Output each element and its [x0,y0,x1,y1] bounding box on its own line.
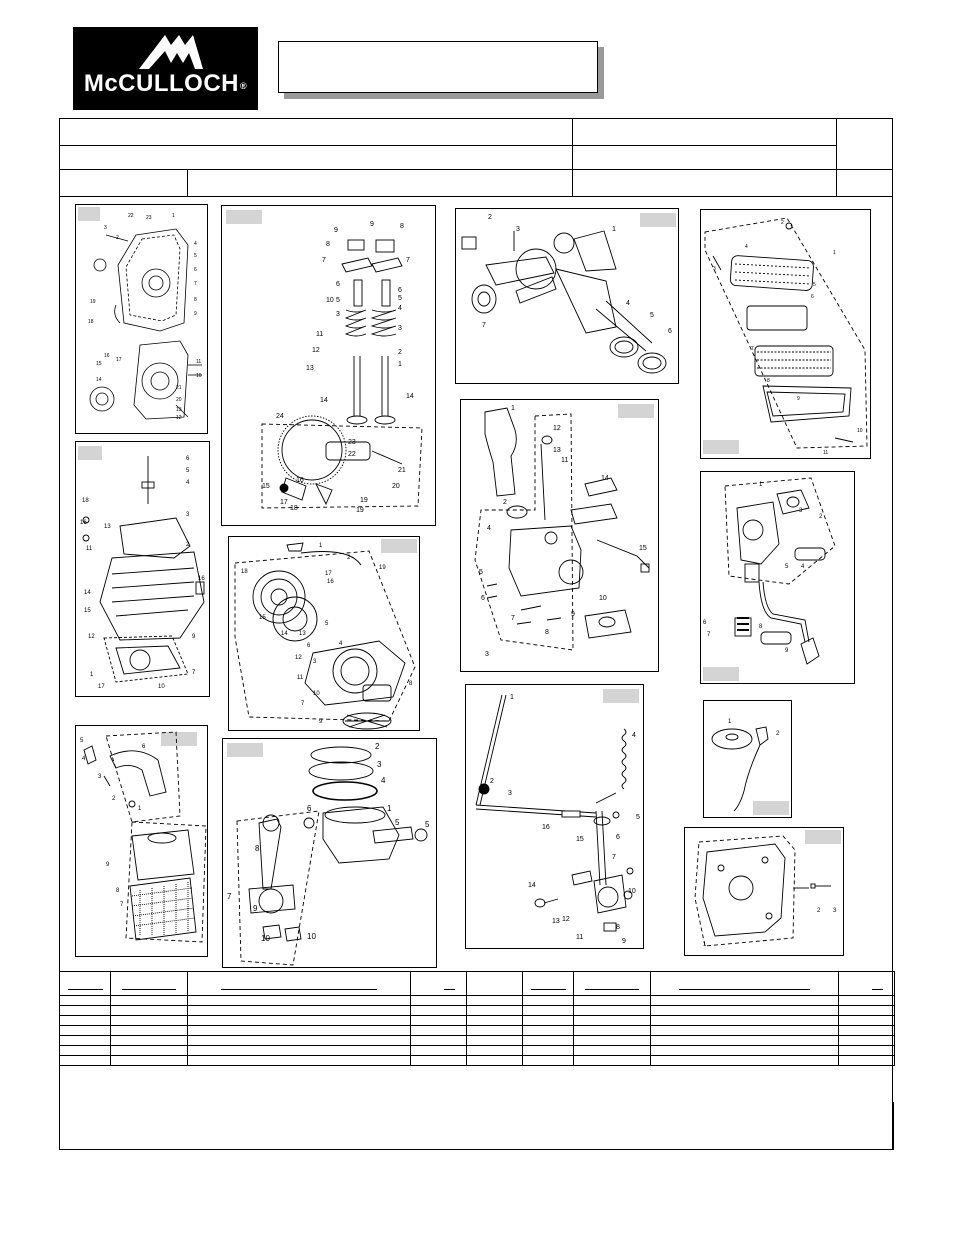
svg-text:8: 8 [759,624,763,630]
air-filter-diagram [700,209,871,459]
svg-text:5: 5 [650,312,654,319]
svg-text:9: 9 [319,719,323,725]
col-header [651,972,839,996]
svg-text:3: 3 [377,760,382,769]
svg-text:8: 8 [326,241,330,248]
svg-text:10: 10 [307,932,316,941]
gasket-diagram [684,827,844,956]
svg-text:8: 8 [616,924,620,931]
svg-text:1: 1 [833,250,836,256]
svg-text:5: 5 [336,297,340,304]
svg-text:6: 6 [811,294,814,300]
svg-text:4: 4 [745,244,748,250]
callout-label: 22 [128,213,134,219]
svg-text:2: 2 [375,742,380,751]
title-box [278,41,598,93]
svg-text:3: 3 [833,908,837,914]
svg-text:10: 10 [599,595,607,602]
svg-text:1: 1 [703,942,707,948]
svg-text:16: 16 [542,824,550,831]
logo-brand-text: McCULLOCH® [83,70,248,97]
svg-text:1: 1 [398,361,402,368]
svg-text:3: 3 [186,512,190,518]
svg-text:23: 23 [146,215,152,221]
svg-text:15: 15 [84,608,91,614]
svg-text:6: 6 [481,595,485,602]
valve-train-exploded-view [222,206,435,525]
svg-text:16: 16 [327,579,334,585]
svg-text:19: 19 [379,565,386,571]
svg-text:11: 11 [297,675,304,681]
svg-text:11: 11 [196,359,202,365]
svg-text:11: 11 [576,934,584,941]
svg-text:7: 7 [612,854,616,861]
svg-text:17: 17 [116,357,122,363]
table-row [60,1036,895,1046]
svg-text:12: 12 [553,425,561,432]
table-header-row [60,972,895,996]
svg-text:2: 2 [781,220,784,226]
svg-text:9: 9 [106,862,110,868]
svg-text:5: 5 [785,564,789,570]
muffler-exploded-view [76,726,207,956]
crankcase-exploded-view [76,205,207,433]
table-row [60,1046,895,1056]
recoil-starter-exploded-view [229,537,419,730]
svg-text:4: 4 [398,305,402,312]
gasket-exploded-view [685,828,843,955]
svg-text:4: 4 [487,525,491,532]
svg-text:17: 17 [325,571,332,577]
svg-text:11: 11 [561,457,569,464]
col-header [188,972,411,996]
svg-text:2: 2 [398,349,402,356]
oil-filler-exploded-view [704,701,791,817]
svg-text:3: 3 [799,508,803,514]
crankcase-diagram [75,204,208,434]
svg-text:8: 8 [194,297,197,303]
svg-text:5: 5 [636,814,640,821]
recoil-starter-diagram [228,536,420,731]
svg-text:1: 1 [319,543,323,549]
svg-text:12: 12 [562,916,570,923]
svg-text:1: 1 [759,482,763,488]
svg-text:15: 15 [259,615,266,621]
svg-text:4: 4 [194,241,197,247]
svg-text:13: 13 [104,524,111,530]
svg-text:7: 7 [751,346,754,352]
svg-text:2: 2 [819,514,823,520]
svg-text:14: 14 [601,475,609,482]
svg-text:2: 2 [503,499,507,506]
intake-diagram [460,399,659,672]
svg-text:5: 5 [186,468,190,474]
svg-text:9: 9 [334,227,338,234]
svg-text:9: 9 [253,904,258,913]
carburetor-diagram [700,471,855,684]
svg-text:7: 7 [301,701,305,707]
svg-text:13: 13 [299,631,306,637]
svg-text:3: 3 [104,225,107,231]
svg-text:6: 6 [668,328,672,335]
svg-text:14: 14 [96,377,102,383]
svg-text:14: 14 [84,590,91,596]
svg-text:7: 7 [192,670,196,676]
svg-text:6: 6 [307,804,312,813]
svg-text:14: 14 [320,397,328,404]
piston-diagram [222,738,437,968]
svg-text:19: 19 [356,507,364,514]
piston-exploded-view [223,739,436,967]
svg-text:4: 4 [381,776,386,785]
svg-text:9: 9 [571,611,575,618]
svg-text:9: 9 [370,221,374,228]
svg-text:8: 8 [545,629,549,636]
table-row [60,1016,895,1026]
governor-exploded-view [466,685,643,948]
table-row [60,1056,895,1066]
svg-text:12: 12 [176,415,182,421]
svg-text:9: 9 [622,938,626,945]
svg-text:8: 8 [767,378,770,384]
svg-text:5: 5 [398,295,402,302]
svg-text:5: 5 [80,738,84,744]
svg-text:18: 18 [88,319,94,325]
svg-text:24: 24 [276,413,284,420]
svg-text:6: 6 [307,643,311,649]
notes-box [59,1102,894,1150]
svg-text:7: 7 [227,892,232,901]
svg-text:1: 1 [138,806,142,812]
col-header [523,972,574,996]
svg-text:13: 13 [176,407,182,413]
svg-text:23: 23 [348,439,356,446]
svg-text:2: 2 [490,778,494,785]
svg-text:7: 7 [120,902,124,908]
svg-text:19: 19 [360,497,368,504]
valve-train-diagram [221,205,436,526]
svg-text:18: 18 [290,505,298,512]
svg-text:15: 15 [96,361,102,367]
svg-text:9: 9 [785,648,789,654]
svg-text:1: 1 [510,694,514,701]
svg-text:2: 2 [488,214,492,221]
svg-text:10: 10 [326,297,334,304]
col-header [411,972,467,996]
svg-text:12: 12 [295,655,302,661]
crankshaft-diagram [455,208,679,384]
svg-text:3: 3 [508,790,512,797]
svg-text:5: 5 [425,820,430,829]
svg-text:20: 20 [392,483,400,490]
svg-text:4: 4 [626,300,630,307]
svg-text:2: 2 [776,731,780,737]
svg-text:16: 16 [80,520,87,526]
svg-text:4: 4 [339,641,343,647]
col-header [111,972,188,996]
svg-text:12: 12 [88,634,95,640]
svg-text:1: 1 [90,672,94,678]
svg-text:8: 8 [400,223,404,230]
svg-text:4: 4 [82,756,86,762]
svg-text:22: 22 [348,451,356,458]
svg-text:5: 5 [395,818,400,827]
col-header [839,972,895,996]
svg-text:6: 6 [616,834,620,841]
svg-text:21: 21 [176,385,182,391]
air-filter-exploded-view [701,210,870,458]
svg-text:6: 6 [194,267,197,273]
svg-text:8: 8 [255,844,260,853]
svg-text:2: 2 [817,908,821,914]
svg-text:10: 10 [196,373,202,379]
svg-text:13: 13 [306,365,314,372]
svg-text:3: 3 [713,266,716,272]
svg-text:6: 6 [703,620,707,626]
svg-text:10: 10 [857,428,863,434]
svg-text:8: 8 [409,681,413,687]
col-header [467,972,523,996]
svg-text:1: 1 [387,804,392,813]
svg-text:7: 7 [406,257,410,264]
svg-text:5: 5 [194,253,197,259]
governor-diagram [465,684,644,949]
svg-text:13: 13 [553,447,561,454]
svg-text:16: 16 [296,477,304,484]
svg-text:10: 10 [261,934,270,943]
svg-text:7: 7 [482,322,486,329]
svg-text:6: 6 [398,287,402,294]
svg-text:11: 11 [316,331,324,338]
table-row [60,1026,895,1036]
muffler-diagram [75,725,208,957]
table-row [60,996,895,1006]
svg-text:1: 1 [511,405,515,412]
svg-text:7: 7 [194,281,197,287]
col-header [574,972,651,996]
svg-text:6: 6 [142,744,146,750]
svg-text:2: 2 [112,796,116,802]
oil-filler-diagram [703,700,792,818]
svg-text:11: 11 [86,546,93,552]
svg-text:1: 1 [172,213,175,219]
intake-exploded-view [461,400,658,671]
svg-text:9: 9 [797,396,800,402]
svg-text:18: 18 [241,569,248,575]
svg-text:5: 5 [325,621,329,627]
svg-text:7: 7 [511,615,515,622]
svg-text:3: 3 [336,311,340,318]
svg-text:5: 5 [479,569,483,576]
crankshaft-exploded-view [456,209,678,383]
svg-text:6: 6 [336,281,340,288]
svg-text:15: 15 [576,836,584,843]
svg-text:3: 3 [398,325,402,332]
svg-text:10: 10 [158,684,165,690]
svg-text:6: 6 [186,456,190,462]
carburetor-exploded-view [701,472,854,683]
svg-text:19: 19 [90,299,96,305]
svg-text:8: 8 [116,888,120,894]
svg-text:1: 1 [612,226,616,233]
svg-text:2: 2 [347,555,351,561]
svg-text:21: 21 [398,467,406,474]
svg-text:9: 9 [194,311,197,317]
svg-text:17: 17 [280,499,288,506]
svg-text:15: 15 [262,483,270,490]
svg-text:7: 7 [707,632,711,638]
svg-text:17: 17 [98,684,105,690]
svg-text:3: 3 [485,651,489,658]
svg-text:14: 14 [528,882,536,889]
svg-text:7: 7 [322,257,326,264]
svg-text:4: 4 [801,564,805,570]
svg-text:10: 10 [313,691,320,697]
cylinder-head-diagram [75,441,210,697]
svg-text:4: 4 [186,480,190,486]
svg-text:3: 3 [516,226,520,233]
svg-text:5: 5 [813,282,816,288]
svg-text:14: 14 [281,631,288,637]
svg-text:15: 15 [639,545,647,552]
col-header [60,972,111,996]
svg-text:12: 12 [312,347,320,354]
svg-text:11: 11 [823,450,829,456]
svg-text:10: 10 [628,888,636,895]
svg-text:3: 3 [313,659,317,665]
parts-list-table [59,971,895,1066]
svg-text:9: 9 [192,634,196,640]
mcculloch-logo [73,27,258,110]
svg-text:4: 4 [632,732,636,739]
svg-text:14: 14 [406,393,414,400]
svg-text:2: 2 [186,542,190,548]
svg-text:16: 16 [198,576,205,582]
table-row [60,1006,895,1016]
svg-text:1: 1 [728,719,732,725]
svg-text:20: 20 [176,397,182,403]
svg-text:2: 2 [116,235,119,241]
svg-text:3: 3 [98,774,102,780]
svg-text:18: 18 [82,498,89,504]
cylinder-head-exploded-view [76,442,209,696]
svg-text:13: 13 [552,918,560,925]
svg-text:16: 16 [104,353,110,359]
